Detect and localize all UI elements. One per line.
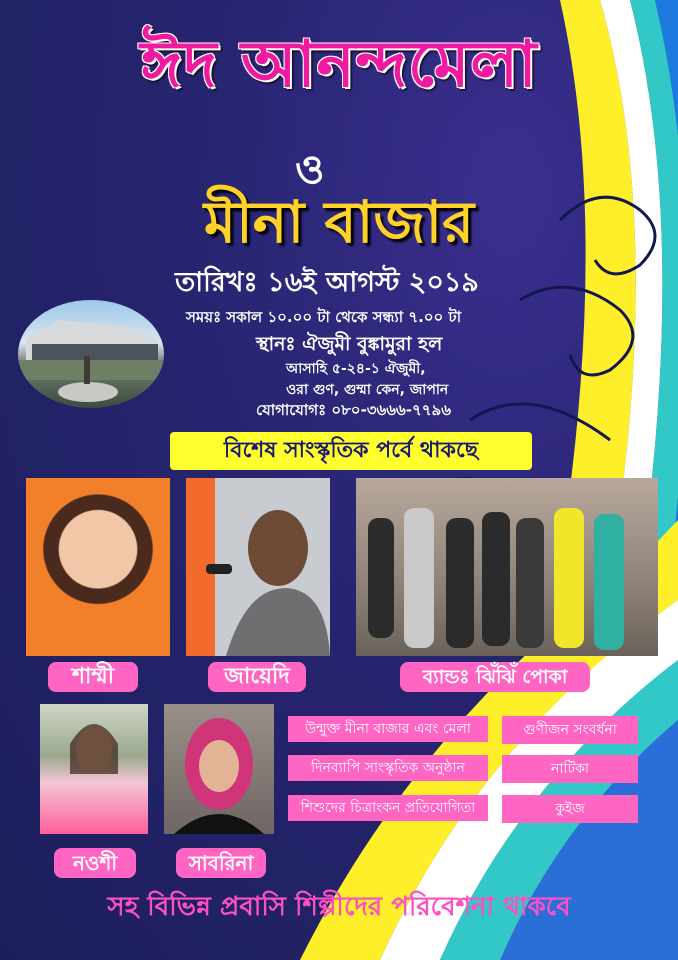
performer-label-sabrina: সাবরিনা [176,848,266,878]
performer-photo-zayedi [186,478,330,656]
performer-label-band: ব্যান্ডঃ ঝিঁঝিঁ পোকা [400,662,590,692]
performer-label-shammi: শাম্মী [48,662,138,692]
contact-number: যোগাযোগঃ ০৮০-৩৬৬৬-৭৭৯৬ [256,401,452,419]
performer-label-noushi: নওশী [54,848,136,878]
event-subtitle: মীনা বাজার [203,188,475,256]
event-time: সময়ঃ সকাল ১০.০০ টা থেকে সন্ধ্যা ৭.০০ টা [186,308,462,326]
event-venue: স্থানঃ ঐজুমী বুঙ্কামুরা হল [256,333,443,355]
activity-art-competition: শিশুদের চিত্রাংকন প্রতিযোগিতা [288,795,488,821]
activity-open-mina-bazar: উন্মুক্ত মীনা বাজার এবং মেলা [288,716,488,742]
performer-photo-shammi [26,478,170,656]
venue-photo [18,300,164,408]
footer-note: সহ বিভিন্ন প্রবাসি শিল্পীদের পরিবেশনা থাকবে [107,892,571,922]
band-photo [356,478,658,656]
address-line-1: আসাহি ৫-২৪-১ ঐজুমী, [286,361,426,377]
special-program-banner: বিশেষ সাংস্কৃতিক পর্বে থাকছে [170,432,532,470]
performer-photo-sabrina [164,704,274,834]
activity-cultural-program: দিনব্যাপি সাংস্কৃতিক অনুষ্ঠান [288,755,488,781]
and-word: ও [295,147,325,193]
address-line-2: ওরা গুণ, গুম্মা কেন, জাপান [286,382,449,398]
activity-honoring: গুণীজন সংবর্ধনা [502,716,638,744]
event-title: ঈদ আনন্দমেলা [140,28,538,102]
activity-quiz: কুইজ [502,795,638,823]
activity-drama: নাটিকা [502,755,638,783]
performer-label-zayedi: জায়েদি [208,662,306,692]
event-date: তারিখঃ ১৬ই আগস্ট ২০১৯ [175,267,479,298]
performer-photo-noushi [40,704,148,834]
